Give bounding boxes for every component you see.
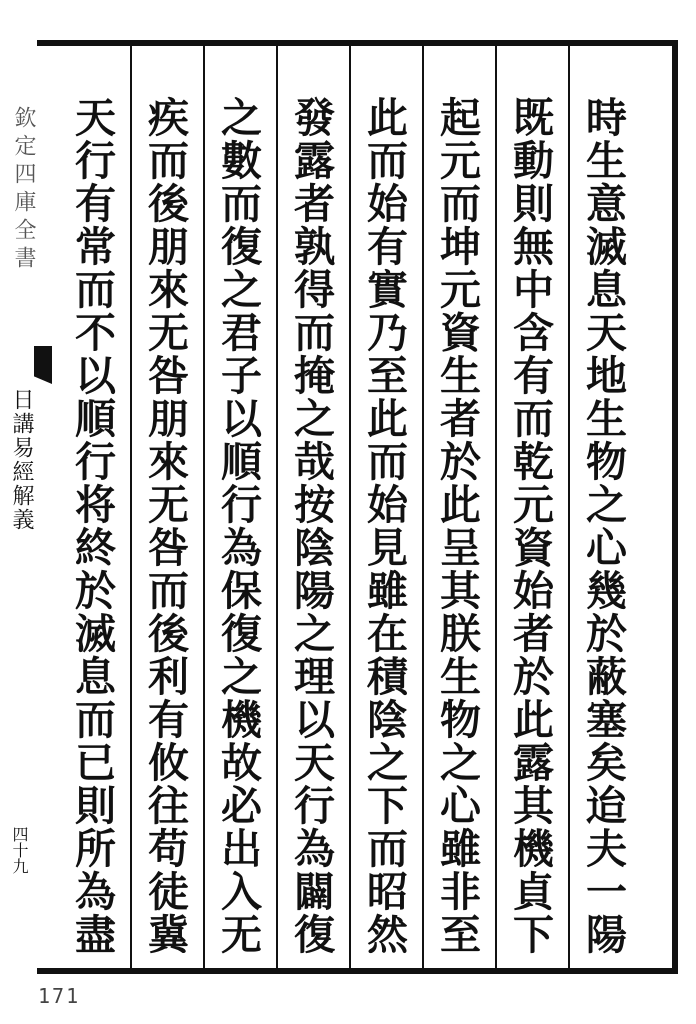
column-rule (422, 46, 424, 968)
text-column-7: 疾而後朋來无咎朋來无咎而後利有攸往苟徒冀 (141, 96, 189, 956)
margin-book-title: 日講易經解義 (9, 388, 34, 532)
text-column-3: 起元而坤元資生者於此呈其朕生物之心雖非至 (433, 96, 481, 956)
text-column-8: 天行有常而不以順行将終於滅息而已則所為盡 (68, 96, 116, 956)
text-column-6: 之數而復之君子以順行為保復之機故必出入无 (214, 96, 262, 956)
column-rule (349, 46, 351, 968)
column-rule (276, 46, 278, 968)
text-column-4: 此而始有實乃至此而始見雖在積陰之下而昭然 (360, 96, 408, 956)
column-rule (130, 46, 132, 968)
column-rule (203, 46, 205, 968)
page-margin (0, 46, 37, 968)
margin-header: 欽定四庫全書 (11, 106, 36, 274)
page-footer-number: 171 (38, 984, 81, 1008)
column-rule (495, 46, 497, 968)
text-column-1: 時生意滅息天地生物之心幾於蔽塞矣迨夫一陽 (579, 96, 627, 956)
folio-number: 四十九 (10, 826, 29, 874)
text-column-2: 既動則無中含有而乾元資始者於此露其機貞下 (506, 96, 554, 956)
column-rule (568, 46, 570, 968)
text-column-5: 發露者孰得而掩之哉按陰陽之理以天行為闢復 (287, 96, 335, 956)
